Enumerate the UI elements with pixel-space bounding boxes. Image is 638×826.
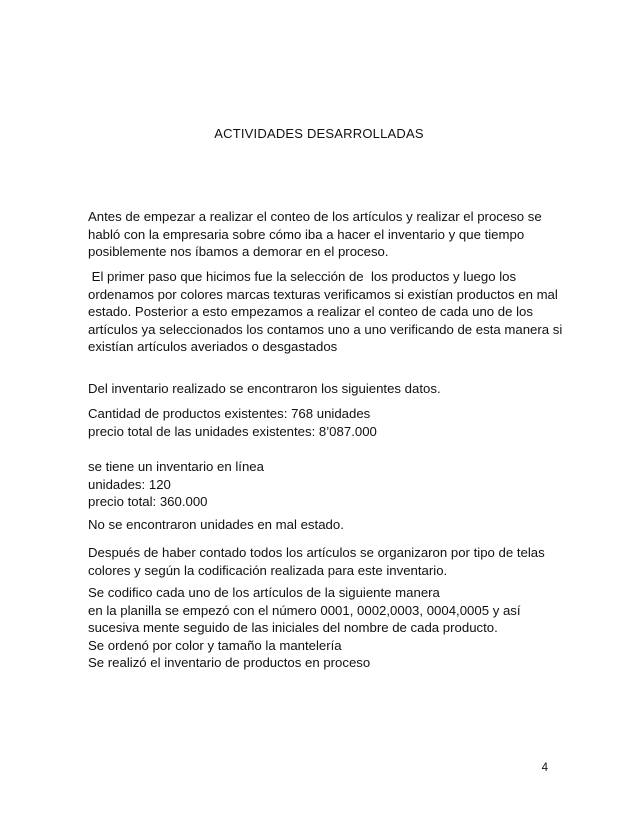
paragraph-coding xyxy=(88,584,558,672)
text-line: estado. Posterior a esto empezamos a realizar el conteo de cada uno de los xyxy=(88,304,533,320)
paragraph-first-step xyxy=(88,268,563,356)
text-line: Se codifico cada uno de los artículos de la siguiente manera xyxy=(88,585,440,600)
paragraph-inventory-intro xyxy=(88,380,558,398)
text-line: No se encontraron unidades en mal estado. xyxy=(88,517,344,532)
paragraph-intro xyxy=(88,208,558,261)
text-line: precio total: 360.000 xyxy=(88,494,208,510)
text-line: sucesiva mente seguido de las iniciales del nombre de cada producto. xyxy=(88,620,498,636)
paragraph-online-inventory xyxy=(88,458,558,511)
text-line: posiblemente nos íbamos a demorar en el proceso. xyxy=(88,244,389,260)
text-line: El primer paso que hicimos fue la selección de los productos y luego los xyxy=(88,269,517,284)
text-line: Del inventario realizado se encontraron los siguientes datos. xyxy=(88,381,441,396)
text-line: Se realizó el inventario de productos en proceso xyxy=(88,655,371,671)
page-title: ACTIVIDADES DESARROLLADAS xyxy=(214,126,424,141)
text-line: artículos ya seleccionados los contamos uno a uno verificando de esta manera si xyxy=(88,321,563,337)
text-line: ordenamos por colores marcas texturas verificamos si existían productos en mal xyxy=(88,286,558,302)
page-number: 4 xyxy=(541,762,548,774)
text-line: se tiene un inventario en línea xyxy=(88,459,264,474)
text-line: en la planilla se empezó con el número 0001, 0002,0003, 0004,0005 y así xyxy=(88,602,521,618)
text-line: precio total de las unidades existentes: 8’087.000 xyxy=(88,423,377,439)
text-line: colores y según la codificación realizada para este inventario. xyxy=(88,562,448,578)
paragraph-organization xyxy=(88,544,558,579)
text-line: unidades: 120 xyxy=(88,476,171,492)
text-line: Se ordenó por color y tamaño la mantelería xyxy=(88,637,342,653)
paragraph-existing-products xyxy=(88,405,558,440)
text-line: Después de haber contado todos los artículos se organizaron por tipo de telas xyxy=(88,545,545,560)
text-line: Cantidad de productos existentes: 768 unidades xyxy=(88,406,371,421)
text-line: existían artículos averiados o desgastados xyxy=(88,339,338,355)
text-line: Antes de empezar a realizar el conteo de los artículos y realizar el proceso se xyxy=(88,209,542,224)
paragraph-damaged-units xyxy=(88,516,558,534)
text-line: habló con la empresaria sobre cómo iba a hacer el inventario y que tiempo xyxy=(88,226,525,242)
